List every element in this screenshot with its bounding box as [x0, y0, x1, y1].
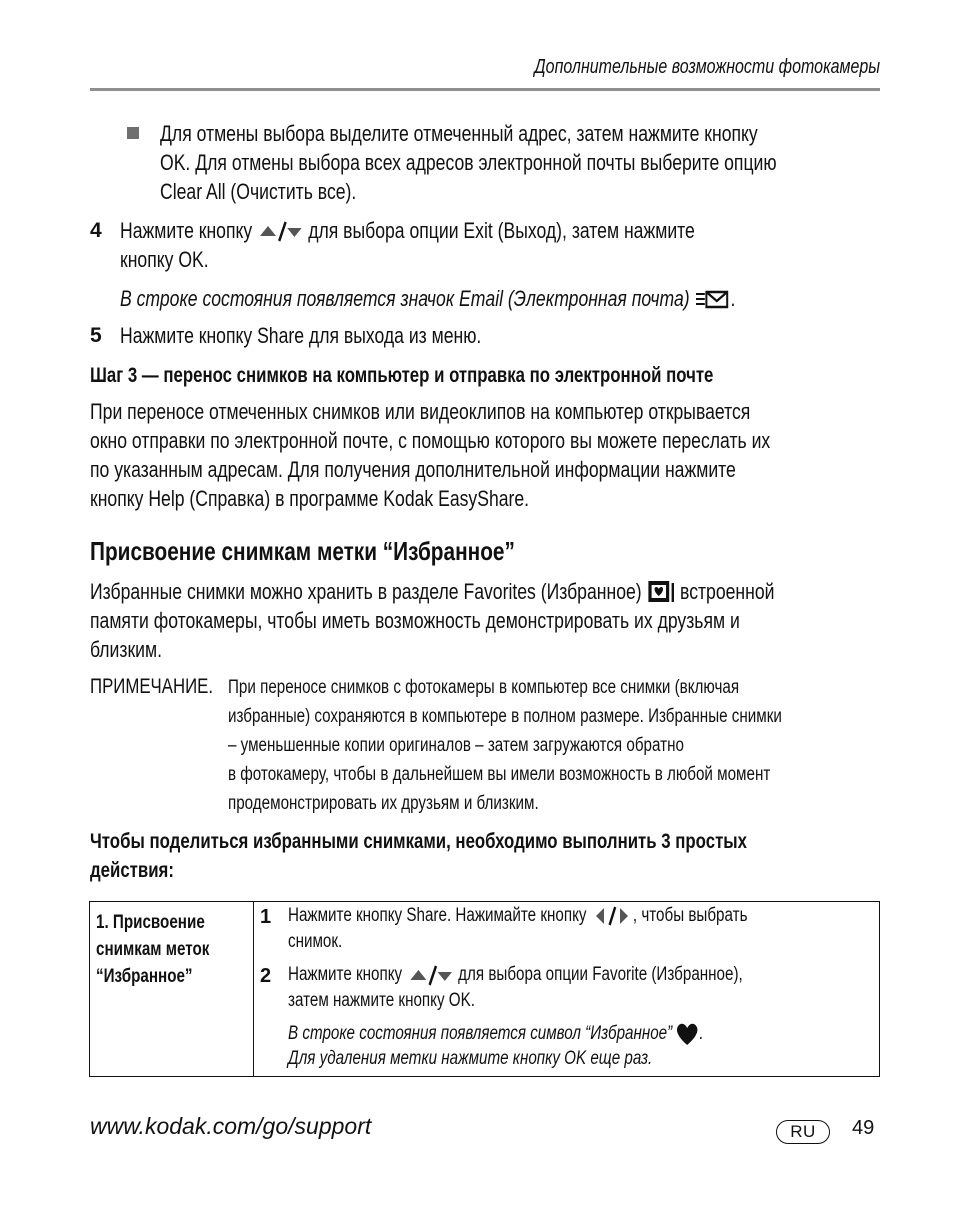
language-badge: RU [776, 1120, 830, 1144]
share-steps-table [89, 901, 880, 1077]
step3-heading: Шаг 3 — перенос снимков на компьютер и отправка по электронной почте [90, 364, 714, 387]
step4-text: Нажмите кнопку для выбора опции Exit (Выход), затем нажмите кнопку OK. [120, 218, 695, 272]
step-number: 4 [90, 219, 102, 242]
bullet-text: Для отмены выбора выделите отмеченный адрес, затем нажмите кнопку OK. Для отмены выбора всех адресов электронной почты выберите опцию Clear All (Очистить все). [160, 121, 777, 204]
step-number: 2 [260, 965, 272, 987]
favorites-paragraph: Избранные снимки можно хранить в разделе Favorites (Избранное) встроенной памяти фотокамеры, чтобы иметь возможность демонстрировать их друзьям и близким. [90, 579, 775, 662]
heart-icon [675, 1022, 699, 1046]
table-step2-note: В строке состояния появляется символ “Избранное” . Для удаления метки нажмите кнопку OK еще раз. [288, 1023, 704, 1069]
email-status-icon [694, 288, 731, 310]
footer-url[interactable]: www.kodak.com/go/support [90, 1113, 372, 1139]
page-number: 49 [852, 1117, 875, 1139]
step-number: 5 [90, 324, 102, 347]
step3-paragraph: При переносе отмеченных снимков или видеоклипов на компьютер открывается окно отправки по электронной почте, с помощью которого вы можете переслать их по указанным адресам. Для получения дополнительной информации нажмите кнопку Help (Справка) в программе Kodak EasyShare. [90, 399, 771, 511]
table-step2-text: Нажмите кнопку для выбора опции Favorite (Избранное), затем нажмите кнопку OK. [288, 964, 743, 1011]
table-step1-text: Нажмите кнопку Share. Нажимайте кнопку , чтобы выбрать снимок. [288, 905, 748, 952]
step4-note: В строке состояния появляется значок Email (Электронная почта) . [120, 286, 737, 311]
favorites-icon [646, 579, 675, 605]
up-down-arrow-icon [257, 219, 303, 243]
header-title: Дополнительные возможности фотокамеры [534, 56, 880, 78]
table-left-cell: 1. Присвоение снимкам меток “Избранное” [90, 902, 254, 1077]
note-text: При переносе снимков с фотокамеры в компьютер все снимки (включая избранные) сохраняются в компьютере в полном размере. Избранные снимки – уменьшенные копии оригиналов – затем загружаются обратно в фотокамеру, чтобы в дальнейшем вы имели возможность в любой момент продемонстрировать их друзьям и близким. [228, 677, 782, 814]
header-rule [90, 88, 880, 91]
table-right-cell [254, 902, 880, 1077]
section-title: Присвоение снимкам метки “Избранное” [90, 536, 515, 566]
left-right-arrow-icon [593, 905, 633, 927]
share-heading: Чтобы поделиться избранными снимками, необходимо выполнить 3 простых действия: [90, 830, 747, 882]
up-down-arrow-icon [407, 964, 453, 986]
note-label: ПРИМЕЧАНИЕ. [90, 675, 214, 698]
step5-text: Нажмите кнопку Share для выхода из меню. [120, 323, 482, 348]
bullet-square-icon [127, 127, 139, 139]
step-number: 1 [260, 906, 272, 928]
